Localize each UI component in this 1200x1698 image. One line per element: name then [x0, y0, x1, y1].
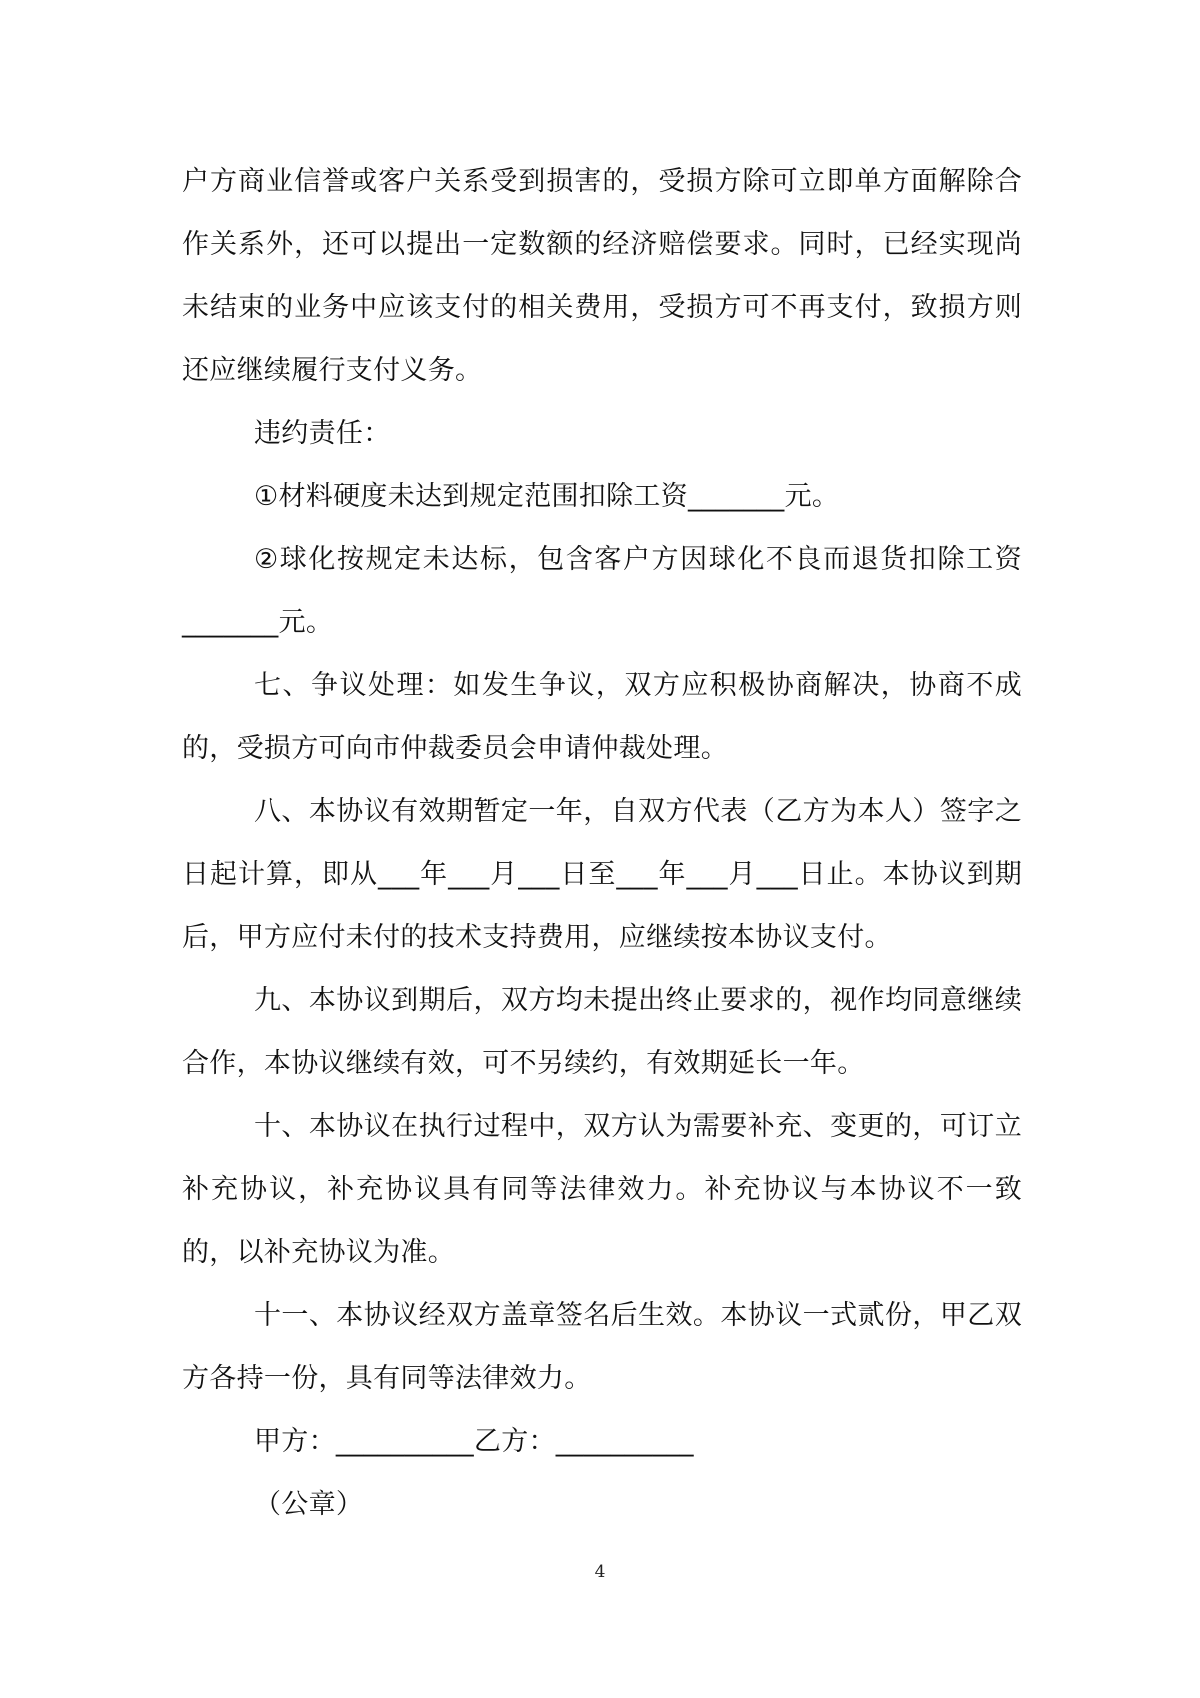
page-number: 4 — [594, 1562, 606, 1582]
paragraph-clause-7: 七、争议处理：如发生争议，双方应积极协商解决，协商不成的，受损方可向市仲裁委员会申请仲裁处理。 — [182, 670, 1022, 764]
paragraph-breach-item-2: ②球化按规定未达标，包含客户方因球化不良而退货扣除工资_______元。 — [182, 544, 1022, 638]
paragraph-clause-11: 十一、本协议经双方盖章签名后生效。本协议一式贰份，甲乙双方各持一份，具有同等法律效力。 — [182, 1300, 1022, 1394]
paragraph-clause-9: 九、本协议到期后，双方均未提出终止要求的，视作均同意继续合作，本协议继续有效，可不另续约，有效期延长一年。 — [182, 985, 1022, 1079]
signature-line: 甲方：__________乙方：__________ — [254, 1426, 694, 1457]
paragraph-liability-continued: 户方商业信誉或客户关系受到损害的，受损方除可立即单方面解除合作关系外，还可以提出一定数额的经济赔偿要求。同时，已经实现尚未结束的业务中应该支付的相关费用，受损方可不再支付，致损方则还应继续履行支付义务。 — [182, 166, 1022, 386]
paragraph-clause-8: 八、本协议有效期暂定一年，自双方代表（乙方为本人）签字之日起计算，即从___年___月___日至___年___月___日止。本协议到期后，甲方应付未付的技术支持费用，应继续按本协议支付。 — [182, 796, 1022, 953]
paragraph-breach-heading: 违约责任： — [254, 418, 391, 449]
document-body — [182, 150, 1022, 1536]
seal-line: （公章） — [254, 1489, 364, 1520]
paragraph-clause-10: 十、本协议在执行过程中，双方认为需要补充、变更的，可订立补充协议，补充协议具有同等法律效力。补充协议与本协议不一致的，以补充协议为准。 — [182, 1111, 1022, 1268]
paragraph-breach-item-1: ①材料硬度未达到规定范围扣除工资_______元。 — [254, 481, 840, 512]
